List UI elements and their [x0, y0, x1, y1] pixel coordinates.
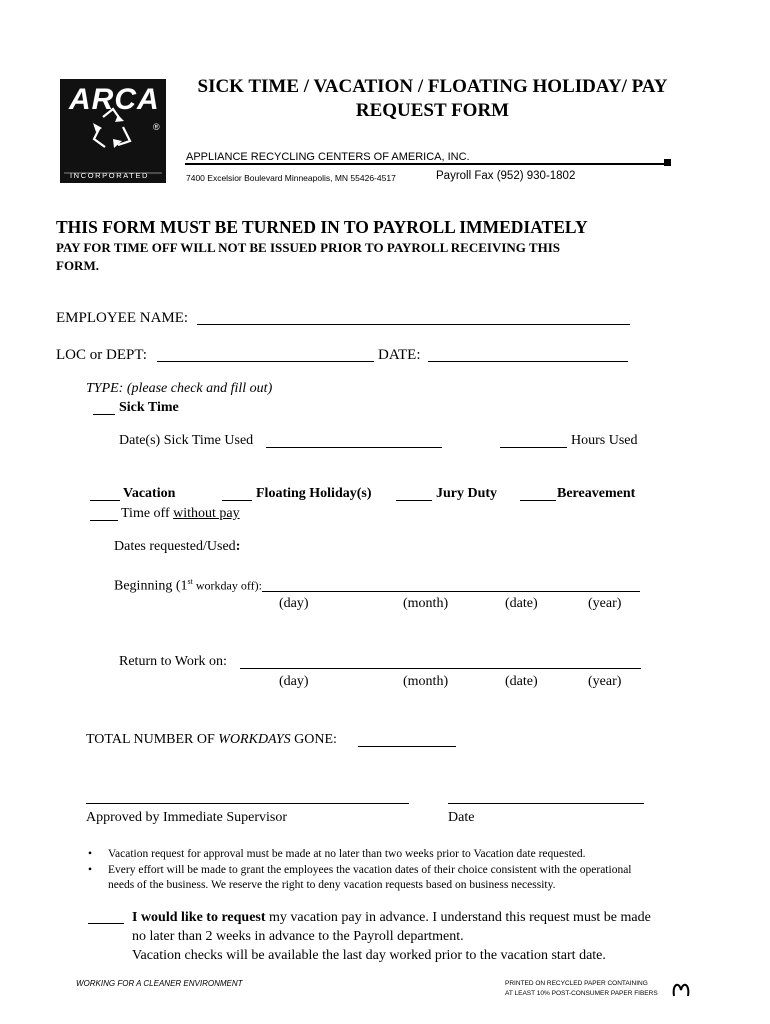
bereavement-checkbox[interactable]: [520, 500, 556, 501]
date-field[interactable]: [428, 361, 628, 362]
company-name: APPLIANCE RECYCLING CENTERS OF AMERICA, INC.: [186, 151, 470, 163]
footer-recycled-line1: PRINTED ON RECYCLED PAPER CONTAINING: [505, 980, 648, 987]
return-date-caption: (date): [505, 674, 538, 689]
notice-line3: FORM.: [56, 258, 99, 273]
sick-time-checkbox[interactable]: [93, 414, 115, 415]
recycle-symbol-icon: [670, 978, 692, 998]
form-title-line2: REQUEST FORM: [355, 100, 510, 121]
time-off-checkbox[interactable]: [90, 520, 118, 521]
jury-duty-label: Jury Duty: [436, 486, 498, 501]
return-to-work-field[interactable]: [240, 668, 641, 669]
beginning-day-caption: (day): [279, 596, 309, 611]
bullet-item-2-cont: needs of the business. We reserve the right to deny vacation requests based on business necessity.: [108, 879, 556, 891]
logo-text: ARCA: [69, 83, 160, 116]
return-day-caption: (day): [279, 674, 309, 689]
floating-holiday-label: Floating Holiday(s): [256, 486, 372, 501]
beginning-field[interactable]: [262, 591, 640, 592]
beginning-label: Beginning (1st workday off):: [114, 577, 262, 594]
vacation-label: Vacation: [123, 486, 176, 501]
floating-holiday-checkbox[interactable]: [222, 500, 252, 501]
bereavement-label: Bereavement: [557, 486, 636, 501]
employee-name-field[interactable]: [197, 324, 630, 325]
header-rule-square: [664, 159, 671, 166]
vacation-checkbox[interactable]: [90, 500, 120, 501]
sick-dates-used-label: Date(s) Sick Time Used: [119, 433, 254, 448]
return-month-caption: (month): [403, 674, 449, 689]
bullet-dot: •: [88, 848, 93, 860]
loc-dept-label: LOC or DEPT:: [56, 347, 147, 363]
logo-registered-mark: ®: [153, 122, 160, 132]
payroll-fax: Payroll Fax (952) 930-1802: [436, 170, 576, 182]
supervisor-label: Approved by Immediate Supervisor: [86, 810, 288, 825]
company-address: 7400 Excelsior Boulevard Minneapolis, MN 55426-4517: [186, 173, 396, 183]
advance-pay-line3: Vacation checks will be available the last day worked prior to the vacation start date.: [132, 948, 606, 963]
supervisor-signature-field[interactable]: [86, 803, 409, 804]
bullet-item-1: Vacation request for approval must be made at no later than two weeks prior to Vacation date requested.: [108, 848, 586, 860]
beginning-date-caption: (date): [505, 596, 538, 611]
sick-dates-used-field[interactable]: [266, 447, 442, 448]
dates-requested-label: Dates requested/Used:: [114, 539, 241, 554]
notice-heading: THIS FORM MUST BE TURNED IN TO PAYROLL IMMEDIATELY: [56, 217, 588, 237]
sick-time-label: Sick Time: [119, 400, 179, 415]
jury-duty-checkbox[interactable]: [396, 500, 432, 501]
return-to-work-label: Return to Work on:: [119, 654, 227, 669]
hours-used-label: Hours Used: [571, 433, 638, 448]
arca-logo: [60, 79, 166, 183]
notice-line2: PAY FOR TIME OFF WILL NOT BE ISSUED PRIOR TO PAYROLL RECEIVING THIS: [56, 240, 561, 255]
return-year-caption: (year): [588, 674, 622, 689]
beginning-year-caption: (year): [588, 596, 622, 611]
beginning-month-caption: (month): [403, 596, 449, 611]
approval-date-field[interactable]: [448, 803, 644, 804]
footer-slogan: WORKING FOR A CLEANER ENVIRONMENT: [76, 979, 243, 988]
time-off-label: Time off without pay: [121, 506, 240, 521]
type-heading: TYPE: (please check and fill out): [86, 381, 273, 396]
advance-pay-checkbox[interactable]: [88, 923, 124, 924]
form-title-line1: SICK TIME / VACATION / FLOATING HOLIDAY/ PAY: [197, 76, 668, 97]
footer-recycled-line2: AT LEAST 10% POST-CONSUMER PAPER FIBERS: [505, 990, 658, 997]
advance-pay-line2: no later than 2 weeks in advance to the Payroll department.: [132, 929, 464, 944]
bullet-item-2: Every effort will be made to grant the employees the vacation dates of their choice consistent with the operational: [108, 864, 632, 876]
date-label: DATE:: [378, 347, 421, 363]
hours-used-field[interactable]: [500, 447, 567, 448]
bullet-dot: •: [88, 864, 93, 876]
loc-dept-field[interactable]: [157, 361, 374, 362]
advance-pay-line1: I would like to request my vacation pay in advance. I understand this request must be made: [132, 910, 651, 925]
header-rule: [185, 163, 669, 165]
logo-subtext: INCORPORATED: [70, 171, 150, 180]
total-workdays-field[interactable]: [358, 746, 456, 747]
employee-name-label: EMPLOYEE NAME:: [56, 310, 189, 326]
approval-date-label: Date: [448, 810, 475, 825]
total-workdays-label: TOTAL NUMBER OF WORKDAYS GONE:: [86, 732, 337, 747]
